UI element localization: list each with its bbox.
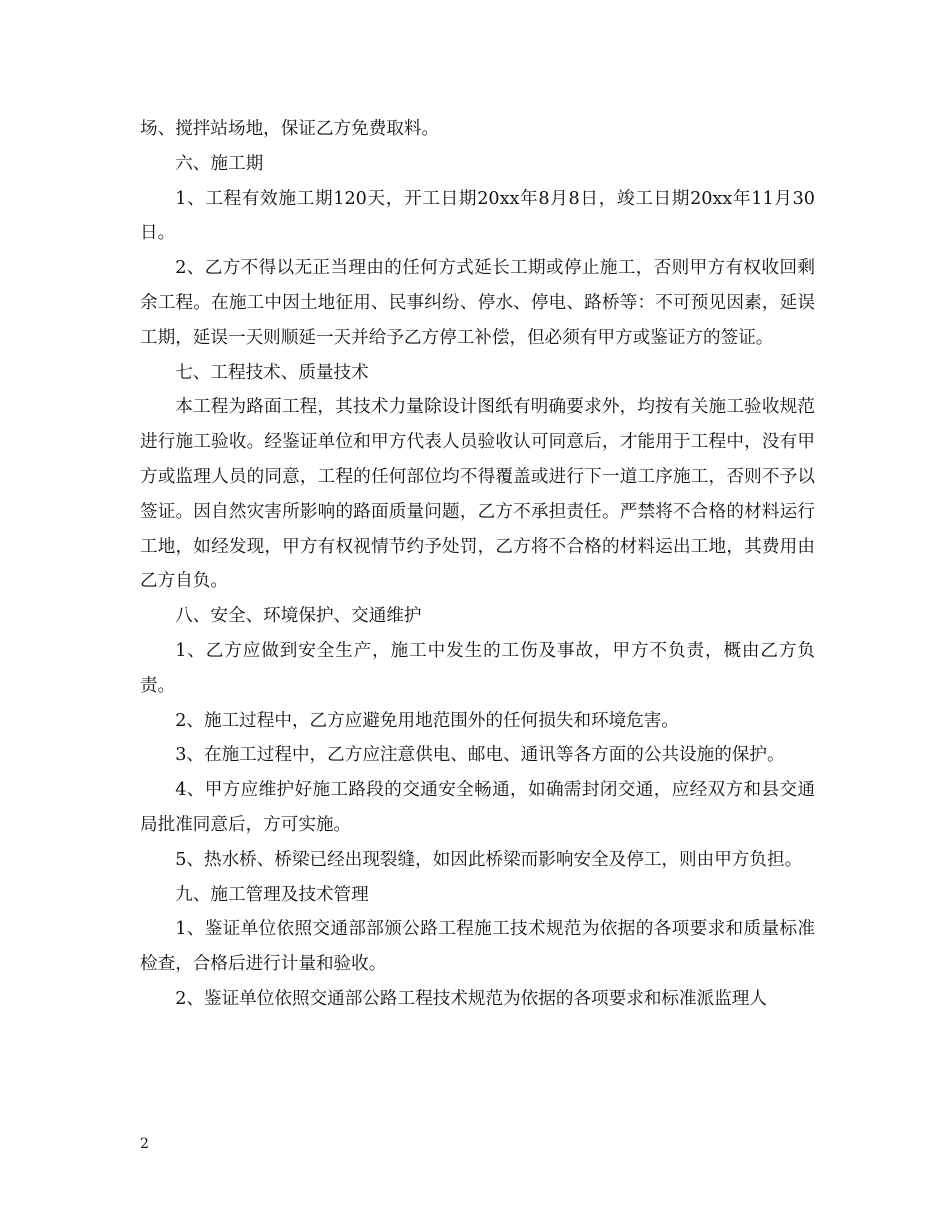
page-number: 2 [140, 1136, 149, 1152]
paragraph-safety-2: 2、施工过程中，乙方应避免用地范围外的任何损失和环境危害。 [175, 710, 680, 731]
paragraph-technology-quality: 本工程为路面工程，其技术力量除设计图纸有明确要求外，均按有关施工验收规范进行施工验收。经鉴证单位和甲方代表人员验收认可同意后，才能用于工程中，没有甲方或监理人员的同意，工程的任何部位均不得覆盖或进行下一道工序施工，否则不予以签证。因自然灾害所影响的路面质量问题，乙方不承担责任。严禁将不合格的材料运行工地，如经发现，甲方有权视情节约予处罚，乙方将不合格的材料运出工地，其费用由乙方自负。 [140, 397, 815, 592]
paragraph-safety-5: 5、热水桥、桥梁已经出现裂缝，如因此桥梁而影响安全及停工，则由甲方负担。 [175, 849, 803, 870]
section-heading-safety-environment-traffic: 八、安全、环境保护、交通维护 [175, 606, 422, 627]
paragraph-management-1: 1、鉴证单位依照交通部部颁公路工程施工技术规范为依据的各项要求和质量标准检查，合格后进行计量和验收。 [140, 919, 815, 975]
section-heading-construction-period: 六、施工期 [175, 153, 264, 174]
section-heading-management: 九、施工管理及技术管理 [175, 884, 369, 905]
paragraph-continuation: 场、搅拌站场地，保证乙方免费取料。 [140, 119, 440, 139]
document-body [140, 112, 815, 1017]
paragraph-safety-4: 4、甲方应维护好施工路段的交通安全畅通，如确需封闭交通，应经双方和县交通局批准同意后，方可实施。 [140, 780, 815, 835]
paragraph-safety-3: 3、在施工过程中，乙方应注意供电、邮电、通讯等各方面的公共设施的保护。 [175, 745, 785, 766]
paragraph-construction-period-1: 1、工程有效施工期120天，开工日期20xx年8月8日，竣工日期20xx年11月30日。 [140, 188, 815, 244]
paragraph-construction-period-2: 2、乙方不得以无正当理由的任何方式延长工期或停止施工，否则甲方有权收回剩余工程。在施工中因土地征用、民事纠纷、停水、停电、路桥等：不可预见因素，延误工期，延误一天则顺延一天并给予乙方停工补偿，但必须有甲方或鉴证方的签证。 [140, 258, 815, 348]
paragraph-safety-1: 1、乙方应做到安全生产，施工中发生的工伤及事故，甲方不负责，概由乙方负责。 [140, 640, 815, 696]
section-heading-technology-quality: 七、工程技术、质量技术 [175, 362, 369, 383]
paragraph-management-2: 2、鉴证单位依照交通部公路工程技术规范为依据的各项要求和标准派监理人 [175, 988, 767, 1009]
